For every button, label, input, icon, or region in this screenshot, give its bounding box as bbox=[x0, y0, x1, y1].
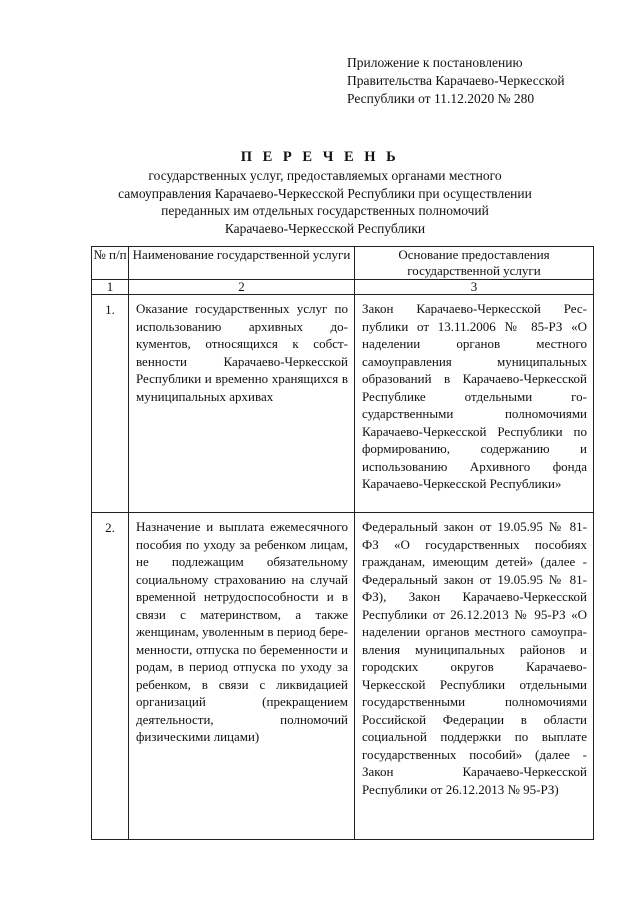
document-title: П Е Р Е Ч Е Н Ь bbox=[240, 149, 400, 165]
column-number: 3 bbox=[355, 280, 594, 295]
subtitle-line-2: самоуправления Карачаево-Черкесской Республики при осуществлении bbox=[118, 185, 532, 201]
appendix-line-3: Республики от 11.12.2020 № 280 bbox=[347, 91, 535, 106]
column-number-row bbox=[92, 280, 594, 295]
column-number: 2 bbox=[129, 280, 355, 295]
services-table bbox=[91, 246, 594, 840]
subtitle-line-1: государственных услуг, предоставляемых органами местного bbox=[148, 168, 502, 183]
table-row bbox=[92, 295, 594, 513]
document-subtitle bbox=[110, 167, 540, 237]
row-number: 1. bbox=[92, 295, 129, 513]
subtitle-line-3: переданных им отдельных государственных полномочий bbox=[161, 203, 489, 218]
header-num: № п/п bbox=[92, 247, 129, 280]
appendix-header bbox=[347, 54, 617, 108]
appendix-line-1: Приложение к постановлению bbox=[347, 55, 523, 70]
service-name-cell: Назначение и выплата ежемесячного пособия по уходу за ребенком лицам, не подлежащим обязательному социальному страхованию на случай временной нетрудоспособности и в связи с материнством, а также женщинам, уволенным в период беременности, отпуска по беременности и родам, в период отпуска по уходу за ребенком, в связи с ликвидацией организаций (прекращением деятельности, полномочий физическими лицами) bbox=[129, 513, 355, 840]
column-number: 1 bbox=[92, 280, 129, 295]
header-service-name: Наименование государственной услуги bbox=[129, 247, 355, 280]
header-legal-basis: Основание предоставления государственной услуги bbox=[355, 247, 594, 280]
subtitle-line-4: Карачаево-Черкесской Республики bbox=[224, 220, 426, 236]
legal-basis-cell: Закон Карачаево-Черкесской Республики от 13.11.2006 № 85-РЗ «О наделении органов местного самоуправления муниципальных образований в Карачаево-Черкесской Республике отдельными государственными полномочиями Карачаево-Черкесской Республики по формированию, содержанию и использованию Архивного фонда Карачаево-Черкесской Республики» bbox=[355, 295, 594, 513]
row-number: 2. bbox=[92, 513, 129, 840]
legal-basis-cell: Федеральный закон от 19.05.95 № 81-ФЗ «О государственных пособиях гражданам, имеющим детей» (далее - Федеральный закон от 19.05.95 № 81-ФЗ), Закон Карачаево-Черкесской Республики от 26.12.2013 № 95-РЗ «О наделении органов местного самоуправления муниципальных районов и городских округов Карачаево-Черкесской Республики отдельными государственными полномочиями Российской Федерации в области социальной поддержки по выплате государственных пособий» (далее - Закон Карачаево-Черкесской Республики от 26.12.2013 № 95-РЗ) bbox=[355, 513, 594, 840]
table-header-row bbox=[92, 247, 594, 280]
table-row bbox=[92, 513, 594, 840]
appendix-line-2: Правительства Карачаево-Черкесской bbox=[347, 73, 565, 88]
service-name-cell: Оказание государственных услуг по использованию архивных документов, относящихся к собственности Карачаево-Черкесской Республики и временно хранящихся в муниципальных архивах bbox=[129, 295, 355, 513]
